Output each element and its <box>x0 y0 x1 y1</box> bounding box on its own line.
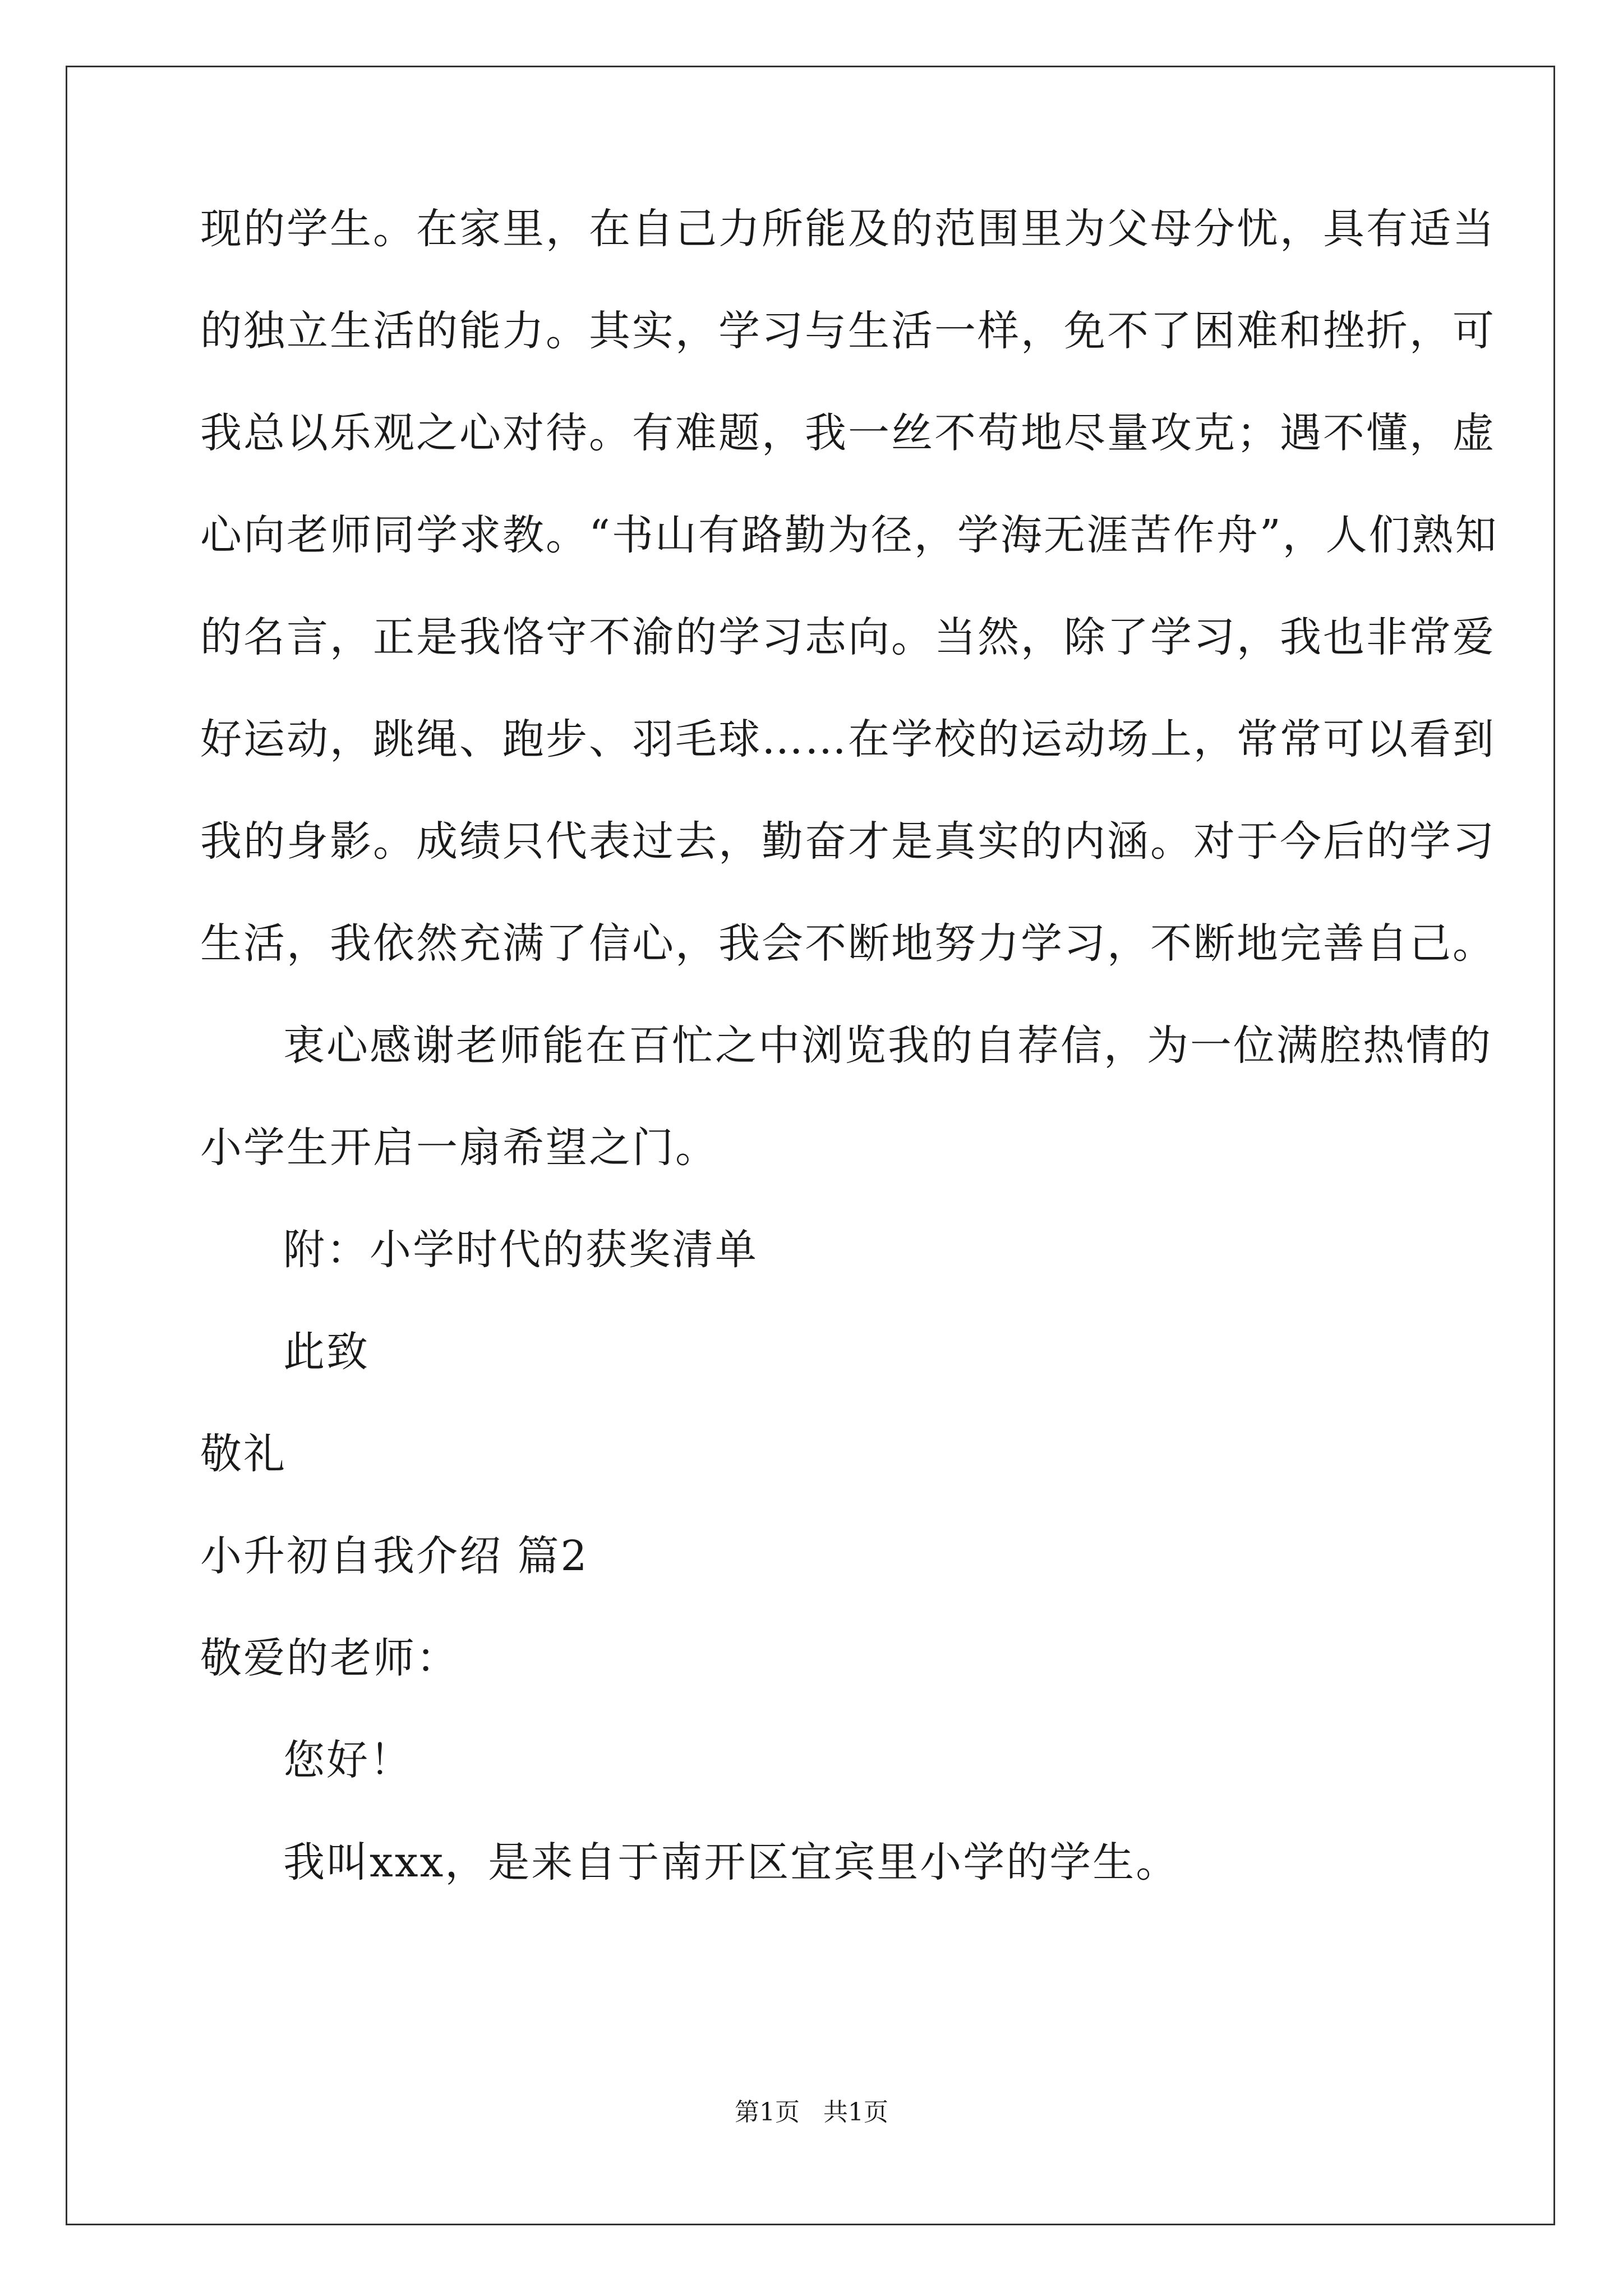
section-heading: 小升初自我介绍 篇2 <box>200 1532 589 1580</box>
paragraph-line: 现的学生。在家里，在自己力所能及的范围里为父母分忧，具有适当 <box>200 205 1496 253</box>
paragraph-line: 衷心感谢老师能在百忙之中浏览我的自荐信，为一位满腔热情的 <box>283 1022 1492 1070</box>
paragraph-line: 生活，我依然充满了信心，我会不断地努力学习，不断地完善自己。 <box>200 919 1496 968</box>
closing-salutation: 此致 <box>283 1328 370 1376</box>
page-number-footer: 第1页 共1页 <box>735 2098 888 2127</box>
paragraph-line: 的独立生活的能力。其实，学习与生活一样，免不了困难和挫折，可 <box>200 307 1496 355</box>
paragraph-line: 我叫xxx，是来自于南开区宜宾里小学的学生。 <box>283 1838 1179 1887</box>
paragraph-line: 好运动，跳绳、跑步、羽毛球……在学校的运动场上，常常可以看到 <box>200 715 1496 763</box>
paragraph-line: 我总以乐观之心对待。有难题，我一丝不苟地尽量攻克；遇不懂，虚 <box>200 409 1496 457</box>
paragraph-line: 我的身影。成绩只代表过去，勤奋才是真实的内涵。对于今后的学习 <box>200 817 1496 866</box>
closing-regards: 敬礼 <box>200 1430 287 1478</box>
document-body <box>200 202 1498 1938</box>
greeting: 敬爱的老师： <box>200 1634 459 1682</box>
paragraph-line: 小学生开启一扇希望之门。 <box>200 1124 718 1172</box>
paragraph-line: 心向老师同学求教。“书山有路勤为径，学海无涯苦作舟”，人们熟知 <box>200 511 1498 559</box>
paragraph-line: 的名言，正是我恪守不渝的学习志向。当然，除了学习，我也非常爱 <box>200 613 1496 661</box>
greeting-hello: 您好！ <box>283 1736 413 1784</box>
attachment-note: 附：小学时代的获奖清单 <box>283 1226 758 1274</box>
